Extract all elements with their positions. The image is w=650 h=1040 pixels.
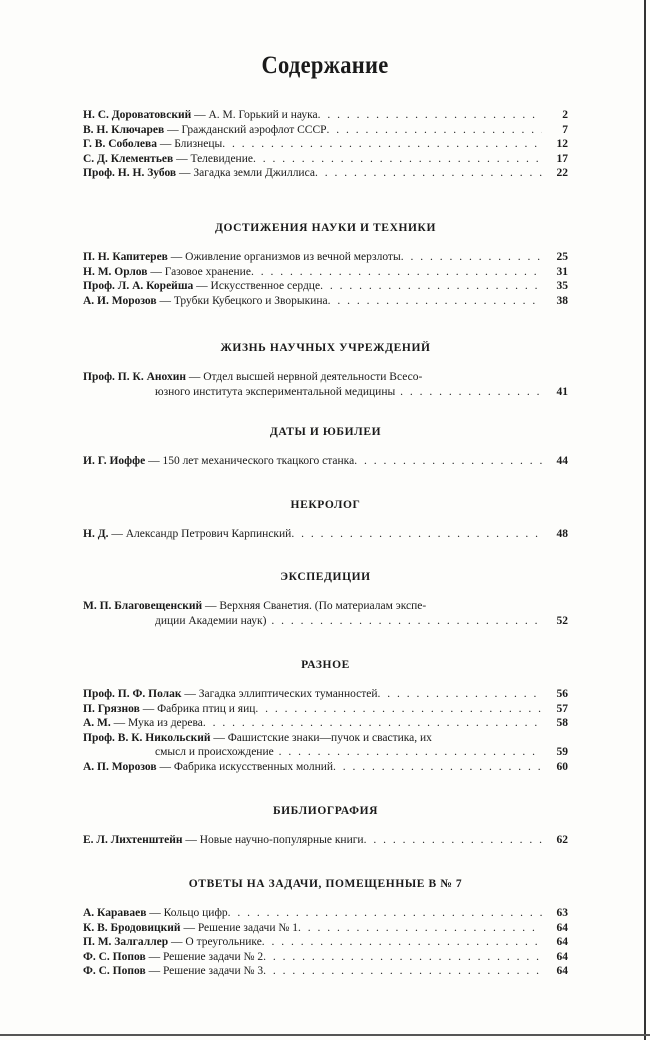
entry-title-continued: диции Академии наук) . . . [83,614,542,629]
entry-text [83,760,542,775]
entry-page-number: 22 [556,167,568,180]
entry-title: Близнецы [174,138,223,151]
entry-author: А. М. [83,717,111,730]
entry-title: Фабрика птиц и яиц [157,702,256,715]
entry-dash: — [145,455,163,467]
entry-dash: — [185,371,204,383]
entry-title: Решение задачи № 1 [197,921,298,934]
toc-section [83,805,568,848]
entry-page-number: 59 [556,746,568,759]
entry-dash: — [167,251,186,263]
toc-entry[interactable] [83,250,568,265]
entry-text [83,137,542,152]
entry-author: А. И. Морозов [83,294,157,307]
entry-page-number: 60 [556,760,568,773]
entry-author: П. Н. Капитерев [83,251,168,263]
entry-dash: — [173,152,191,165]
entry-text [83,599,542,628]
section-heading: ДАТЫ И ЮБИЛЕИ [269,426,382,438]
entry-text [83,152,542,167]
entry-page-number: 62 [556,834,568,846]
entry-dash: — [156,294,174,307]
entry-text [83,716,542,731]
entry-dash: — [110,717,129,730]
toc-entry[interactable] [83,279,568,294]
entry-dash: — [146,907,164,919]
entry-dash: — [210,731,228,744]
entry-page-number: 64 [556,921,568,934]
page-edge-bottom [0,1034,650,1036]
toc-entry[interactable] [83,906,568,921]
entry-title: А. М. Горький и наука [208,109,318,121]
entry-dash: — [191,109,209,121]
entry-author: Ф. С. Попов [83,950,146,963]
entry-dash: — [180,921,198,934]
entry-author: Н. С. Дороватовский [83,109,192,121]
entry-page-number: 64 [556,936,568,949]
entry-text [83,964,542,979]
toc-entry[interactable] [83,935,568,950]
entry-dash: — [147,265,165,278]
entry-author: Н. М. Орлов [83,265,148,278]
toc-section [83,222,568,308]
entry-text [83,166,542,181]
entry-dash: — [145,950,163,963]
entry-page-number: 44 [556,455,568,467]
toc-entry[interactable] [83,166,568,181]
entry-page-number: 64 [556,965,568,978]
entry-page-number: 57 [556,702,568,715]
entry-text [83,123,542,138]
entry-author: Проф. П. Ф. Полак [83,688,182,700]
entry-dash: — [181,688,199,700]
entry-page-number: 2 [562,109,568,121]
entry-author: В. Н. Ключарев [83,123,165,136]
entry-page-number: 52 [556,614,568,627]
toc-entry[interactable] [83,833,568,848]
entry-page-number: 12 [556,138,568,151]
toc-section-intro [83,108,568,181]
entry-dash: — [156,760,174,773]
entry-author: Проф. Л. А. Корейша [83,280,194,293]
entry-author: П. Грязнов [83,702,140,715]
entry-text [83,687,542,702]
page-title: Содержание [261,52,389,79]
entry-dash: — [164,123,182,136]
entry-author: Н. Д. [83,528,109,540]
entry-page-number: 25 [556,251,568,263]
toc-entry[interactable] [83,294,568,309]
toc-entry[interactable] [83,921,568,936]
entry-title: Телевидение [190,152,253,165]
entry-text [83,454,542,469]
toc-entry[interactable] [83,527,568,542]
entry-author: П. М. Залгаллер [83,936,169,949]
entry-title: Александр Петрович Карпинский [125,528,292,540]
section-heading: НЕКРОЛОГ [290,499,361,511]
entry-title: Фашистские знаки—пучок и свастика, их [227,731,432,744]
toc-section [83,878,568,979]
entry-text [83,906,542,921]
entry-page-number: 17 [556,152,568,165]
entry-dash: — [156,138,175,151]
entry-dash: — [202,600,220,612]
entry-text [83,833,542,848]
entry-page-number: 58 [556,717,568,730]
entry-title: О треугольнике [185,936,262,949]
entry-text [83,108,542,123]
entry-dash: — [168,936,186,949]
entry-text [83,702,542,717]
entry-text [83,921,542,936]
toc-entry[interactable] [83,108,568,123]
entry-page-number: 41 [556,385,568,398]
entry-page-number: 7 [562,123,568,136]
entry-dash: — [193,280,211,293]
toc-section [83,571,568,628]
entry-author: А. П. Морозов [83,760,157,773]
entry-author: И. Г. Иоффе [83,455,146,467]
entry-author: Ф. С. Попов [83,965,146,978]
entry-title: Кольцо цифр [163,907,228,919]
section-heading: БИБЛИОГРАФИЯ [272,805,379,817]
toc-section [83,499,568,542]
toc-entry[interactable] [83,702,568,717]
entry-title: 150 лет механического ткацкого станка [162,455,355,467]
entry-dash: — [139,702,158,715]
entry-author: Проф. В. К. Никольский [83,731,211,744]
entry-title: Загадка эллиптических туманностей [198,688,378,700]
entry-author: С. Д. Клементьев [83,152,174,165]
entry-page-number: 35 [556,280,568,293]
entry-title: Загадка земли Джиллиса [193,167,315,180]
entry-title: Решение задачи № 2 [162,950,264,963]
entry-page-number: 48 [556,528,568,540]
toc-entry[interactable] [83,454,568,469]
page-edge-right [644,0,646,1040]
entry-text [83,370,542,399]
section-heading: ОТВЕТЫ НА ЗАДАЧИ, ПОМЕЩЕННЫЕ В № 7 [188,878,463,890]
toc-entry[interactable] [83,137,568,152]
entry-title: Отдел высшей нервной деятельности Всесо- [203,371,423,383]
entry-title-continued: юзного института экспериментальной медицины . . . [83,385,542,400]
entry-page-number: 31 [556,265,568,278]
toc-entry[interactable] [83,265,568,280]
entry-dash: — [182,834,200,846]
entry-title: Решение задачи № 3 [162,965,264,978]
entry-text [83,265,542,280]
entry-author: А. Караваев [83,907,147,919]
entry-page-number: 56 [556,688,568,700]
toc-entry[interactable] [83,950,568,965]
toc-entry[interactable] [83,370,568,399]
entry-dash: — [145,965,163,978]
entry-page-number: 63 [556,907,568,919]
entry-text [83,731,542,760]
entry-text [83,935,542,950]
entry-author: Г. В. Соболева [83,138,157,151]
section-heading: ДОСТИЖЕНИЯ НАУКИ И ТЕХНИКИ [214,222,437,234]
entry-dash: — [176,167,194,180]
entry-page-number: 38 [556,294,568,307]
toc-section [83,426,568,469]
entry-author: Проф. Н. Н. Зубов [83,167,177,180]
entry-page-number: 64 [556,950,568,963]
entry-title: Новые научно-популярные книги [199,834,364,846]
entry-text [83,950,542,965]
toc-entry[interactable] [83,599,568,628]
toc-entry[interactable] [83,152,568,167]
entry-text [83,250,542,265]
entry-title: Газовое хранение [164,265,251,278]
toc-section [83,659,568,775]
toc-entry[interactable] [83,123,568,138]
toc-entry[interactable] [83,687,568,702]
entry-title: Фабрика искусственных молний [173,760,334,773]
entry-text [83,527,542,542]
toc-entry[interactable] [83,731,568,760]
entry-title: Оживление организмов из вечной мерзлоты [185,251,401,263]
section-heading: ЭКСПЕДИЦИИ [280,571,371,583]
entry-dash: — [108,528,126,540]
section-heading: ЖИЗНЬ НАУЧНЫХ УЧРЕЖДЕНИЙ [220,342,431,354]
entry-author: М. П. Благовещенский [83,600,203,612]
entry-text [83,279,542,294]
entry-title: Мука из дерева [128,717,203,730]
entry-author: К. В. Бродовицкий [83,921,181,934]
entry-title: Гражданский аэрофлот СССР [181,123,327,136]
entry-author: Проф. П. К. Анохин [83,371,186,383]
entry-title: Трубки Кубецкого и Зворыкина [173,294,328,307]
toc-section [83,342,568,399]
entry-title-continued: смысл и происхождение . . . [83,745,542,760]
entry-text [83,294,542,309]
entry-title: Искусственное сердце [210,280,321,293]
toc-entry[interactable] [83,964,568,979]
section-heading: РАЗНОЕ [301,659,350,671]
toc-entry[interactable] [83,716,568,731]
entry-title: Верхняя Сванетия. (По материалам экспе- [219,600,427,612]
entry-author: Е. Л. Лихтенштейн [83,834,183,846]
toc-entry[interactable] [83,760,568,775]
